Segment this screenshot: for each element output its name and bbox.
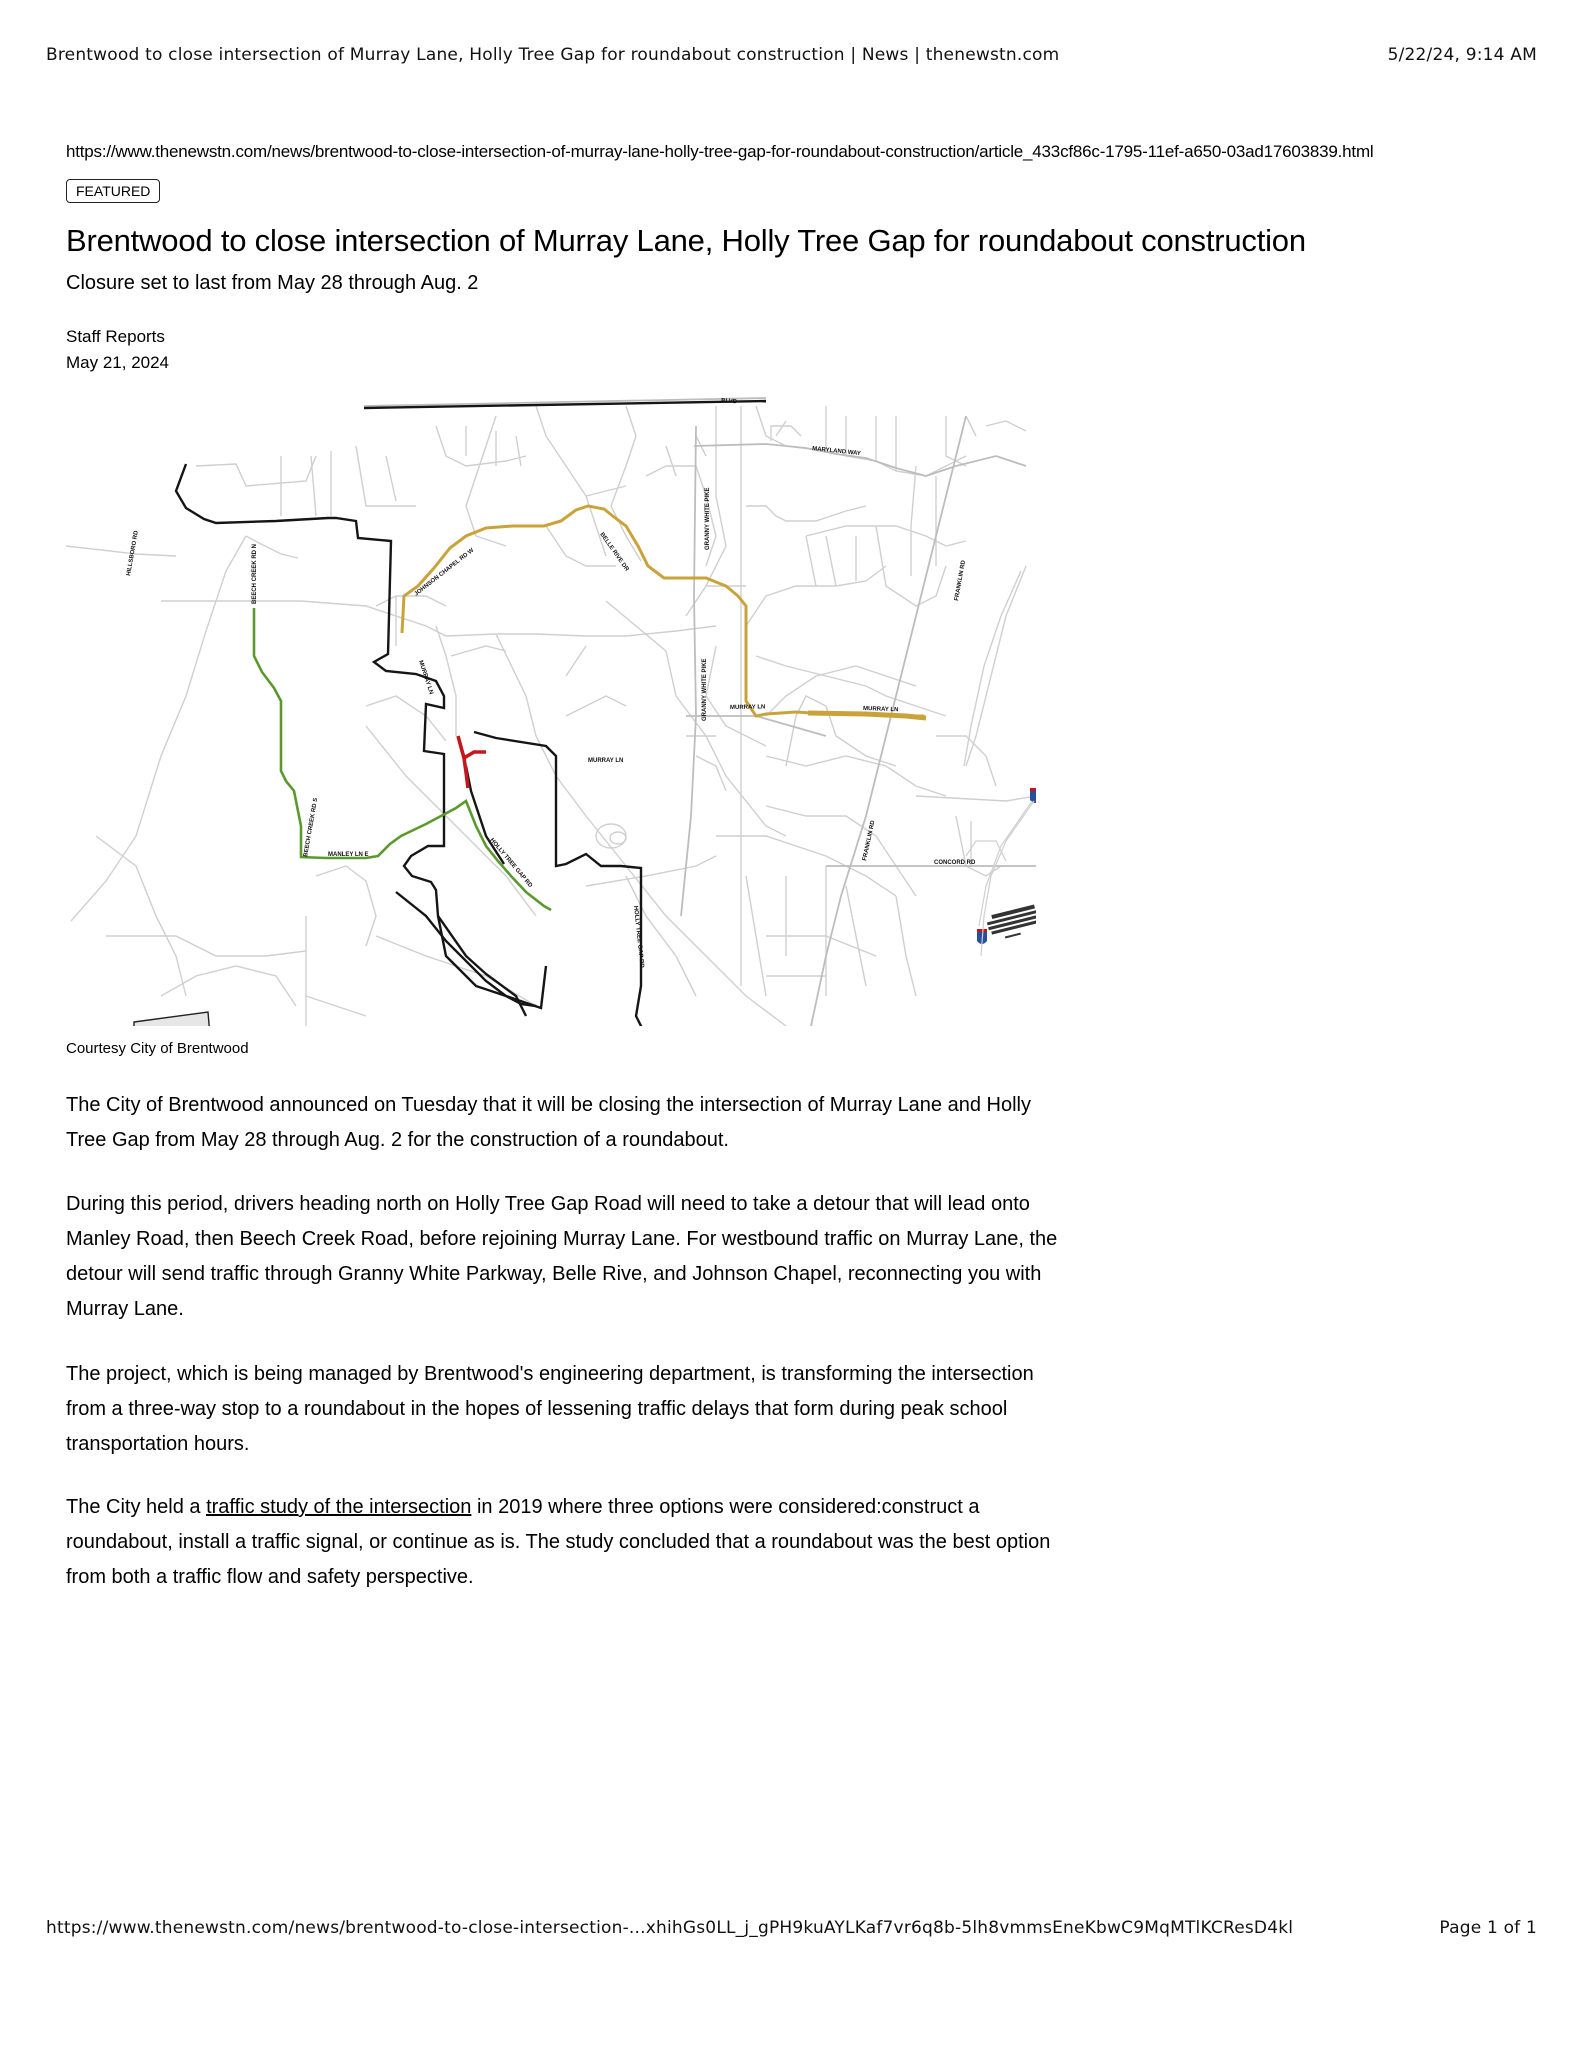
detour-map	[66, 396, 1036, 1026]
label-murray-ln-north: MURRAY LN	[417, 659, 434, 696]
print-header	[46, 45, 1537, 67]
paragraph-1-text: The City of Brentwood announced on Tuesday that it will be closing the intersection of Murray Lane and Holly Tree Gap from May 28 through Aug. 2 for the construction of a roundabout.	[66, 1094, 1031, 1151]
label-beech-creek-rd-s: BEECH CREEK RD S	[303, 797, 320, 858]
paragraph-2	[66, 1187, 1066, 1327]
publish-date: May 21, 2024	[66, 353, 170, 372]
map-caption: Courtesy City of Brentwood	[66, 1040, 249, 1057]
label-concord-rd: CONCORD RD	[934, 860, 976, 866]
print-page-title: Brentwood to close intersection of Murray Lane, Holly Tree Gap for roundabout construction | News | thenewstn.com	[46, 45, 1060, 65]
article-subhead: Closure set to last from May 28 through Aug. 2	[66, 272, 479, 294]
page-number: Page 1 of 1	[1439, 1918, 1537, 1938]
interstate-65-shield-north	[1030, 788, 1036, 803]
paragraph-4-text	[66, 1490, 1066, 1595]
label-franklin-rd-north: FRANKLIN RD	[954, 559, 968, 602]
label-belle-rive-dr: BELLE RIVE DR	[598, 531, 630, 573]
paragraph-3	[66, 1357, 1066, 1462]
paragraph-4-lead: The City held a	[66, 1496, 207, 1518]
print-timestamp: 5/22/24, 9:14 AM	[1387, 45, 1537, 65]
label-murray-ln-mid: MURRAY LN	[588, 758, 624, 764]
label-hillsboro-rd: HILLSBORO RD	[126, 530, 140, 577]
label-granny-white-pike-south: GRANNY WHITE PIKE	[702, 658, 708, 721]
paragraph-4	[66, 1490, 1066, 1595]
print-footer	[46, 1918, 1537, 1940]
paragraph-4-rest: in 2019 where three options were considered:construct a roundabout, install a traffic signal, or continue as is. The study concluded that a roundabout was the best option from both a traffic flow and safety perspective.	[66, 1496, 1051, 1588]
paragraph-3-text: The project, which is being managed by Brentwood's engineering department, is transforming the intersection from a three-way stop to a roundabout in the hopes of lessening traffic delays that form during peak school transportation hours.	[66, 1363, 1034, 1455]
author: Staff Reports	[66, 327, 165, 346]
label-manley-ln-e: MANLEY LN E	[328, 852, 369, 858]
label-blvd: BLVD	[720, 398, 738, 406]
label-franklin-rd-south: FRANKLIN RD	[862, 820, 877, 862]
label-beech-creek-rd-n: BEECH CREEK RD N	[252, 543, 258, 604]
article-headline: Brentwood to close intersection of Murray Lane, Holly Tree Gap for roundabout construction	[66, 223, 1306, 258]
print-footer-url: https://www.thenewstn.com/news/brentwood-to-close-intersection-...xhihGs0LL_j_gPH9kuAYLKaf7vr6q8b-5lh8vmmsEneKbwC9MqMTlKCResD4kl	[46, 1918, 1294, 1938]
label-murray-ln-east-1: MURRAY LN	[729, 704, 766, 711]
label-holly-tree-gap-rd-north: HOLLY TREE GAP RD	[488, 837, 534, 889]
label-granny-white-pike-north: GRANNY WHITE PIKE	[705, 487, 711, 550]
label-maryland-way: MARYLAND WAY	[811, 446, 862, 458]
byline	[66, 324, 169, 376]
paragraph-1	[66, 1088, 1066, 1158]
source-url[interactable]: https://www.thenewstn.com/news/brentwood-to-close-intersection-of-murray-lane-holly-tree-gap-for-roundabout-construction/article_433cf86c-1795-11ef-a650-03ad17603839.html	[66, 142, 1374, 161]
featured-badge: FEATURED	[66, 179, 160, 203]
label-murray-ln-east-2: MURRAY LN	[862, 706, 899, 714]
traffic-study-link[interactable]: traffic study of the intersection	[206, 1496, 472, 1518]
label-johnson-chapel-rd: JOHNSON CHAPEL RD W	[413, 547, 476, 598]
detour-map-svg	[66, 396, 1036, 1026]
label-holly-tree-gap-rd-south: HOLLY TREE GAP RD	[632, 905, 645, 969]
paragraph-2-text: During this period, drivers heading north on Holly Tree Gap Road will need to take a detour that will lead onto Manley Road, then Beech Creek Road, before rejoining Murray Lane. For westbound traffic on Murray Lane, the detour will send traffic through Granny White Parkway, Belle Rive, and Johnson Chapel, reconnecting you with Murray Lane.	[66, 1193, 1058, 1320]
